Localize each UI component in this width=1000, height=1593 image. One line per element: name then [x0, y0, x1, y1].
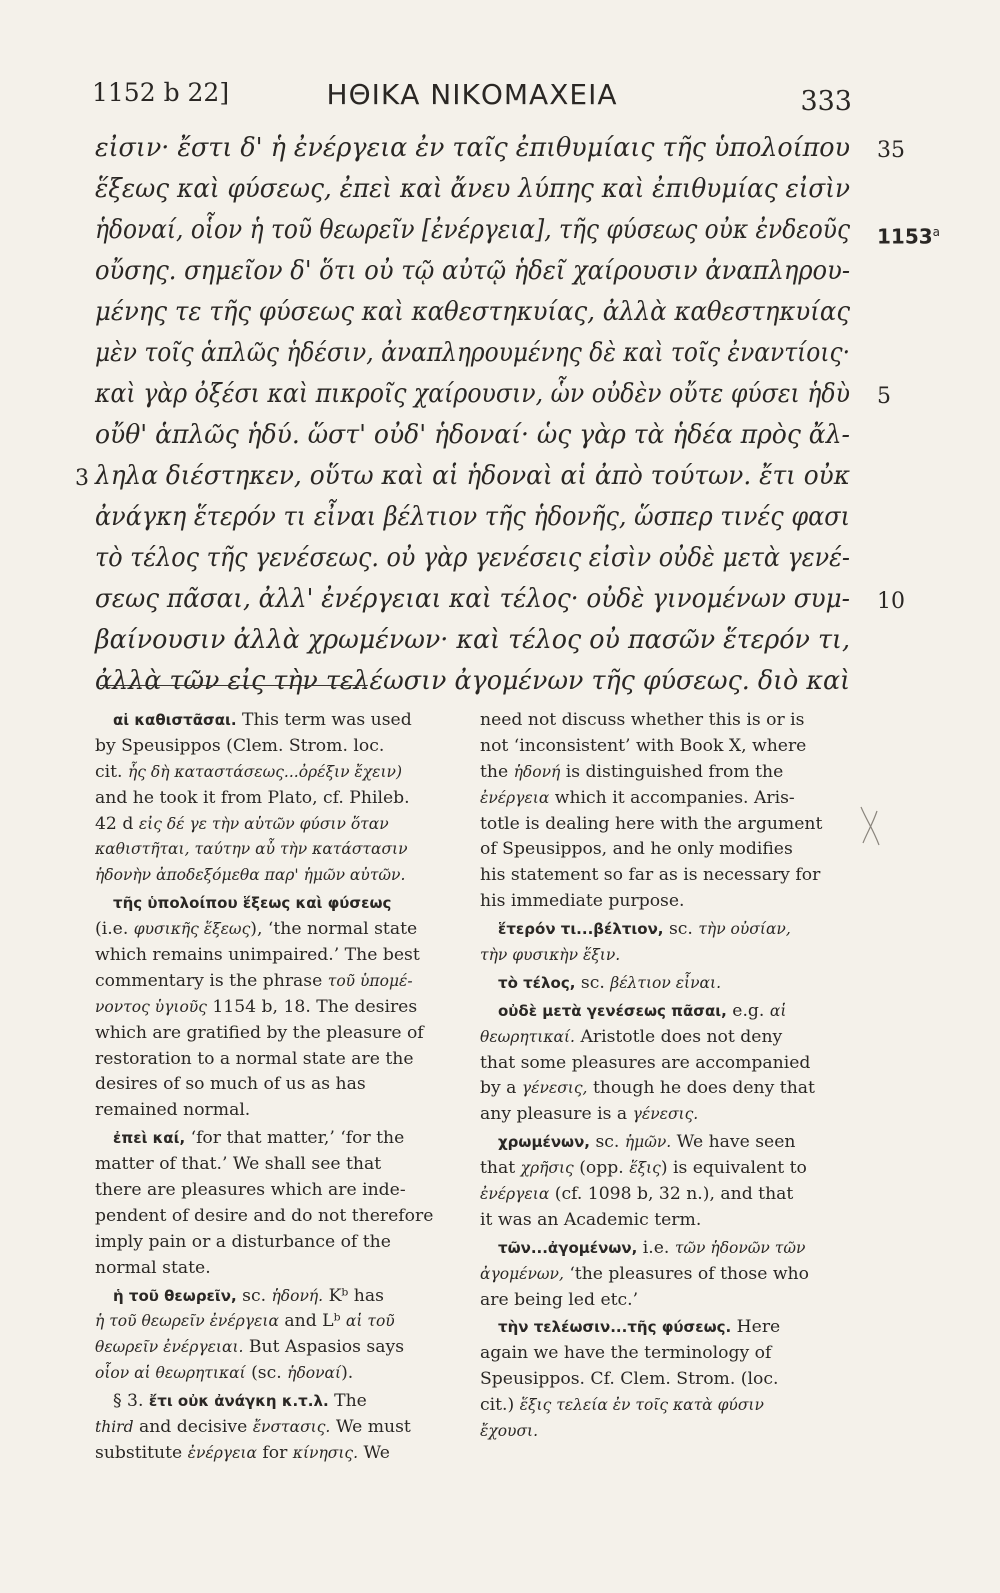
commentary-line [480, 708, 825, 734]
greek-quote: αἱ τοῦ [345, 1312, 395, 1331]
commentary-line [95, 1309, 440, 1335]
commentary-text: that some pleasures are accompanied [480, 1052, 811, 1073]
commentary-text: by Speusippos (Clem. Strom. loc. [95, 735, 385, 756]
commentary-text: his immediate purpose. [480, 891, 685, 912]
main-text-line-content: μὲν τοῖς ἁπλῶς ἡδέσιν, ἀναπληρουμένης δὲ καὶ τοῖς ἐναντίοις· [95, 338, 850, 368]
commentary-text: restoration to a normal state are the [95, 1048, 414, 1069]
commentary-line [480, 943, 825, 969]
line-number-value: 10 [877, 589, 905, 614]
commentary-line [95, 837, 440, 863]
commentary-note [480, 1315, 825, 1444]
commentary-text: and decisive [133, 1417, 253, 1438]
main-text-line-content: καὶ γὰρ ὀξέσι καὶ πικροῖς χαίρουσιν, ὧν οὐδὲν οὔτε φύσει ἡδὺ [95, 379, 850, 409]
commentary-line [480, 917, 825, 943]
commentary-text: ) is equivalent to [660, 1158, 807, 1179]
main-text-line [95, 661, 855, 702]
greek-quote: ἐνέργεια [480, 1185, 550, 1204]
commentary-line [95, 708, 440, 734]
commentary-text: there are pleasures which are inde- [95, 1180, 406, 1201]
main-text-line [95, 210, 941, 251]
greek-quote: θεωρεῖν ἐνέργειαι. [95, 1338, 244, 1357]
commentary-line [480, 889, 825, 915]
commentary-line [95, 786, 440, 812]
commentary-line [480, 1051, 825, 1077]
commentary-line [95, 1361, 440, 1387]
lemma: αἱ καθιστᾶσαι. [113, 711, 237, 729]
commentary-line [95, 1335, 440, 1361]
commentary-line [95, 943, 440, 969]
line-number-value: 1153 [877, 224, 933, 249]
commentary-text: (cf. 1098 b, 32 n.), and that [549, 1184, 794, 1205]
greek-quote: ἡ τοῦ θεωρεῖν ἐνέργεια [95, 1312, 279, 1331]
commentary-text: Aristotle does not deny [574, 1026, 783, 1047]
commentary-line [95, 1178, 440, 1204]
commentary-line [480, 1208, 825, 1234]
main-text-line-content: μένης τε τῆς φύσεως καὶ καθεστηκυίας, ἀλλὰ καθεστηκυίας [95, 297, 850, 327]
commentary-line [480, 999, 825, 1025]
greek-quote: βέλτιον εἶναι. [610, 973, 721, 992]
commentary-text: normal state. [95, 1257, 211, 1278]
commentary-text: 42 d [95, 813, 139, 834]
commentary-text: which are gratified by the pleasure of [95, 1022, 424, 1043]
commentary-text: the [480, 761, 514, 782]
commentary-text: again we have the terminology of [480, 1343, 772, 1364]
commentary-right-column [480, 708, 825, 1447]
greek-quote: οἷον αἱ θεωρητικαί [95, 1364, 246, 1383]
greek-quote: κίνησις. [292, 1443, 359, 1462]
commentary-line [95, 969, 440, 995]
page-title: ΗΘΙΚΑ ΝΙΚΟΜΑΧΕΙΑ [326, 78, 618, 111]
commentary-note [480, 708, 825, 915]
commentary-line [95, 734, 440, 760]
commentary-text: though he does deny that [587, 1078, 815, 1099]
commentary-text: sc. [590, 1132, 625, 1153]
main-text-line [95, 579, 905, 620]
commentary-line [95, 1389, 440, 1415]
commentary-line [480, 1236, 825, 1262]
commentary-text: Kᵇ has [323, 1285, 384, 1306]
commentary-line [480, 1341, 825, 1367]
greek-quote: ἕξις τελεία ἐν τοῖς κατὰ φύσιν [519, 1396, 764, 1415]
commentary-text: it was an Academic term. [480, 1209, 702, 1230]
commentary-text: This term was used [236, 710, 412, 730]
commentary-text: sc. [575, 972, 611, 993]
commentary-line [95, 1126, 440, 1152]
lemma: τὸ τέλος, [498, 973, 576, 992]
commentary-text: remained normal. [95, 1100, 251, 1121]
main-text-line-content: ἀνάγκη ἕτερόν τι εἶναι βέλτιον τῆς ἡδονῆς, ὥσπερ τινές φασι [95, 502, 850, 532]
commentary-line [480, 1076, 825, 1102]
greek-quote: ἡδονή [513, 762, 561, 781]
line-number [877, 212, 940, 258]
commentary-line [480, 1315, 825, 1341]
greek-quote: ἡδονή. [271, 1286, 324, 1305]
commentary-text: substitute [95, 1442, 188, 1463]
greek-quote: τὴν φυσικὴν ἕξιν. [480, 946, 621, 965]
commentary-line [480, 1262, 825, 1288]
main-text-line-content: τὸ τέλος τῆς γενέσεως. οὐ γὰρ γενέσεις εἰσὶν οὐδὲ μετὰ γενέ- [95, 543, 850, 573]
commentary-text: that [480, 1158, 521, 1179]
commentary-line [480, 1025, 825, 1051]
commentary-line [95, 995, 440, 1021]
commentary-text: pendent of desire and do not therefore [95, 1205, 434, 1226]
commentary-left-column [95, 708, 440, 1469]
commentary-text: any pleasure is a [480, 1104, 633, 1125]
lemma: ἐπεὶ καί, [113, 1129, 186, 1148]
greek-quote: ἡδονὴν ἀποδεξόμεθα παρ' ἡμῶν αὐτῶν. [95, 866, 406, 885]
commentary-line [95, 1021, 440, 1047]
commentary-text: for [256, 1442, 293, 1463]
line-number-value: 5 [877, 384, 891, 409]
commentary-line [95, 1256, 440, 1282]
main-text-line-content: οὔσης. σημεῖον δ' ὅτι οὐ τῷ αὐτῷ ἡδεῖ χαίρουσιν ἀναπληρου- [95, 256, 850, 286]
commentary-text: (opp. [573, 1158, 630, 1179]
commentary-line [95, 1098, 440, 1124]
commentary-line [480, 1156, 825, 1182]
commentary-line [480, 1182, 825, 1208]
section-reference: 1152 b 22] [92, 78, 230, 107]
commentary-line [95, 1415, 440, 1441]
main-text-line [95, 497, 855, 538]
commentary-text: Here [731, 1317, 781, 1338]
commentary-text: We [358, 1442, 390, 1463]
commentary-line [95, 863, 440, 889]
greek-quote: ἐνέργεια [480, 788, 550, 807]
commentary-text: ), ‘the normal state [250, 919, 418, 940]
commentary-note [480, 1130, 825, 1234]
commentary-text: (i.e. [95, 919, 134, 940]
commentary-text: sc. [236, 1285, 272, 1306]
main-text-line-content: σεως πᾶσαι, ἀλλ' ἐνέργειαι καὶ τέλος· οὐδὲ γινομένων συμ- [95, 584, 850, 614]
commentary-text: § 3. [113, 1391, 149, 1412]
main-text-line [95, 292, 855, 333]
commentary-line [480, 734, 825, 760]
lemma: τὴν τελέωσιν...τῆς φύσεως. [498, 1318, 732, 1337]
commentary-note [480, 917, 825, 969]
greek-quote: ἔχουσι. [480, 1422, 539, 1441]
commentary-text: We have seen [671, 1132, 796, 1153]
commentary-text: imply pain or a disturbance of the [95, 1231, 391, 1252]
commentary-text: matter of that.’ We shall see that [95, 1154, 382, 1175]
commentary-text: But Aspasios says [243, 1337, 405, 1358]
lemma: ἡ τοῦ θεωρεῖν, [113, 1286, 237, 1305]
commentary-text: and Lᵇ [278, 1311, 346, 1332]
greek-quote: ἔνστασις. [252, 1418, 331, 1437]
commentary-note [480, 999, 825, 1128]
line-number [877, 581, 905, 622]
greek-quote: γένεσις, [521, 1079, 588, 1098]
commentary-text: ‘the pleasures of those who [563, 1263, 809, 1284]
commentary-text: 1154 b, 18. The desires [206, 996, 418, 1017]
commentary-text: and he took it from Plato, cf. Phileb. [95, 787, 410, 808]
main-text-line-content: εἰσιν· ἔστι δ' ἡ ἐνέργεια ἐν ταῖς ἐπιθυμίαις τῆς ὑπολοίπου [95, 133, 850, 163]
commentary-text: e.g. [726, 1000, 770, 1021]
main-text-line [95, 415, 855, 456]
greek-quote: καθιστῆται, ταύτην αὖ τὴν κατάστασιν [95, 840, 408, 859]
commentary-note [95, 891, 440, 1124]
commentary-line [480, 786, 825, 812]
commentary-note [480, 971, 825, 997]
commentary-text: by a [480, 1078, 522, 1099]
commentary-line [95, 1047, 440, 1073]
line-number-value: 35 [877, 138, 905, 163]
commentary-text: are being led etc.’ [480, 1289, 639, 1310]
main-text-line [95, 620, 855, 661]
pencil-margin-mark-icon [855, 803, 885, 848]
main-text-line-content: ἀλλὰ τῶν εἰς τὴν τελέωσιν ἀγομένων τῆς φύσεως. διὸ καὶ [95, 666, 850, 696]
commentary-line [95, 812, 440, 838]
main-text-line-content: ληλα διέστηκεν, οὕτω καὶ αἱ ἡδοναὶ αἱ ἀπὸ τούτων. ἔτι οὐκ [95, 461, 850, 491]
commentary-text: his statement so far as is necessary for [480, 865, 821, 886]
commentary-text: Speusippos. Cf. Clem. Strom. (loc. [480, 1369, 779, 1390]
commentary-text: of Speusippos, and he only modifies [480, 839, 793, 860]
greek-quote: νοντος ὑγιοῦς [95, 997, 207, 1016]
commentary-text: desires of so much of us as has [95, 1074, 366, 1095]
greek-quote: ἡμῶν. [624, 1133, 672, 1152]
commentary-text: which it accompanies. Aris- [549, 787, 795, 808]
greek-quote: φυσικῆς ἕξεως [133, 920, 251, 939]
greek-quote: εἰς δέ γε τὴν αὑτῶν φύσιν ὅταν [138, 814, 389, 833]
commentary-line [480, 1367, 825, 1393]
commentary-line [480, 1288, 825, 1314]
commentary-text: need not discuss whether this is or is [480, 710, 805, 730]
commentary-text: We must [330, 1417, 411, 1438]
commentary-text: commentary is the phrase [95, 970, 328, 991]
main-text-line [95, 333, 855, 374]
commentary-text: not ‘inconsistent’ with Book X, where [480, 735, 807, 756]
greek-quote: ἧς δὴ καταστάσεως...ὀρέξιν ἔχειν) [127, 762, 403, 781]
commentary-line [95, 1230, 440, 1256]
greek-quote: γένεσις. [632, 1105, 699, 1124]
commentary-line [480, 1102, 825, 1128]
commentary-line [95, 1152, 440, 1178]
main-text-line [95, 538, 855, 579]
commentary-line [480, 1393, 825, 1419]
main-greek-text [75, 128, 941, 702]
commentary-text: ‘for that matter,’ ‘for the [185, 1128, 405, 1149]
commentary-line [95, 1284, 440, 1310]
greek-quote: θεωρητικαί. [480, 1027, 575, 1046]
commentary-note [95, 708, 440, 889]
line-number-column-letter: a [932, 225, 941, 239]
greek-quote: ἀγομένων, [480, 1264, 564, 1283]
main-text-line-content: ἡδοναί, οἷον ἡ τοῦ θεωρεῖν [ἐνέργεια], τῆς φύσεως οὐκ ἐνδεοῦς [95, 215, 850, 245]
lemma: τῆς ὑπολοίπου ἕξεως καὶ φύσεως [113, 894, 392, 913]
commentary-line [95, 891, 440, 917]
commentary-line [480, 1130, 825, 1156]
commentary-line [480, 837, 825, 863]
main-text-line-content: βαίνουσιν ἀλλὰ χρωμένων· καὶ τέλος οὐ πασῶν ἕτερόν τι, [95, 625, 850, 655]
main-text-line [95, 374, 891, 415]
commentary-line [95, 1072, 440, 1098]
commentary-text: (sc. [245, 1363, 288, 1384]
commentary-line [480, 760, 825, 786]
main-text-line-content: ἕξεως καὶ φύσεως, ἐπεὶ καὶ ἄνευ λύπης καὶ ἐπιθυμίας εἰσὶν [95, 174, 850, 204]
section-number: 3 [75, 466, 89, 491]
divider-rule [100, 685, 368, 686]
commentary-line [95, 1204, 440, 1230]
greek-quote: τῶν ἡδονῶν τῶν [674, 1238, 806, 1257]
commentary-text: which remains unimpaired.’ The best [95, 945, 420, 966]
running-header [92, 72, 852, 117]
main-text-line [95, 169, 855, 210]
main-text-line [95, 251, 855, 292]
line-number [877, 130, 905, 171]
commentary-text: i.e. [637, 1237, 675, 1258]
greek-quote: ἡδοναί [287, 1364, 342, 1383]
lemma: ἔτι οὐκ ἀνάγκη κ.τ.λ. [148, 1392, 329, 1411]
lemma: ἕτερόν τι...βέλτιον, [498, 920, 664, 939]
commentary-line [480, 812, 825, 838]
greek-quote: χρῆσις [520, 1159, 574, 1178]
greek-quote: αἱ [769, 1001, 787, 1020]
commentary-text: sc. [663, 919, 699, 940]
page-number: 333 [800, 86, 852, 117]
commentary-text: The [328, 1391, 367, 1412]
commentary-note [95, 1389, 440, 1467]
commentary-note [95, 1284, 440, 1388]
main-text-line [75, 456, 855, 497]
commentary-line [95, 917, 440, 943]
lemma: τῶν...ἀγομένων, [498, 1238, 638, 1257]
commentary-line [95, 760, 440, 786]
line-number [877, 376, 891, 417]
main-text-line-content: οὔθ' ἁπλῶς ἡδύ. ὥστ' οὐδ' ἡδοναί· ὡς γὰρ τὰ ἡδέα πρὸς ἄλ- [95, 420, 850, 450]
commentary-text: ). [341, 1363, 354, 1384]
commentary-text: totle is dealing here with the argument [480, 813, 823, 834]
commentary-text: cit.) [480, 1395, 520, 1416]
commentary-text: cit. [95, 761, 128, 782]
lemma: χρωμένων, [498, 1133, 591, 1152]
main-text-line [95, 128, 905, 169]
lemma: οὐδὲ μετὰ γενέσεως πᾶσαι, [498, 1001, 727, 1020]
greek-quote: τὴν οὐσίαν, [698, 920, 791, 939]
greek-quote: third [95, 1418, 134, 1437]
commentary-note [480, 1236, 825, 1314]
greek-quote: τοῦ ὑπομέ- [327, 971, 413, 990]
commentary-line [480, 971, 825, 997]
commentary-line [95, 1441, 440, 1467]
commentary-note [95, 1126, 440, 1281]
commentary-line [480, 863, 825, 889]
commentary-text: is distinguished from the [560, 761, 784, 782]
commentary-line [480, 1419, 825, 1445]
greek-quote: ἕξις [629, 1159, 661, 1178]
greek-quote: ἐνέργεια [187, 1443, 257, 1462]
